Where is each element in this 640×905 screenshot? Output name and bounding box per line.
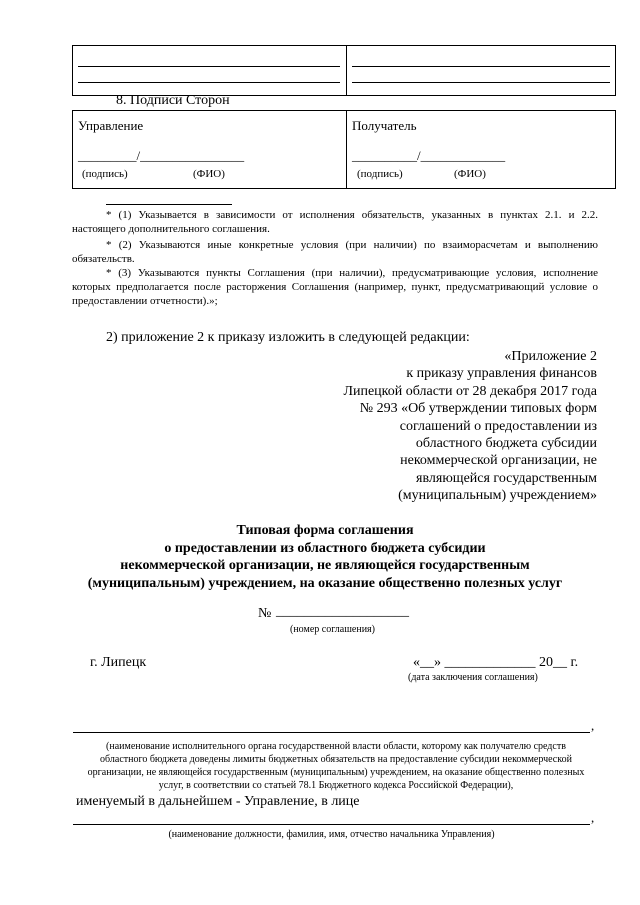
appendix-header-line: некоммерческой организации, не xyxy=(400,453,597,469)
blank-line xyxy=(78,66,340,67)
appendix-header-line: областного бюджета субсидии xyxy=(415,436,597,452)
fio-caption-right: (ФИО) xyxy=(454,168,486,180)
form-title-line: (муниципальным) учреждением, на оказание общественно полезных услуг xyxy=(87,575,563,591)
appendix-header xyxy=(300,348,597,505)
comma: , xyxy=(591,718,595,733)
appendix-header-line: «Приложение 2 xyxy=(504,349,597,364)
blank-line xyxy=(73,824,590,825)
blank-line xyxy=(352,82,610,83)
organ-caption: (наименование исполнительного органа государственной власти области, которому как получателю средств областного бюджета доведены лимиты бюджетных обязательств на предоставление субсидии некоммерческой организации, не являющейся государственным (муниципальным) учреждением, на оказание общественно полезных услуг, в соответствии со статьей 78.1 Бюджетного кодекса Российской Федерации), xyxy=(87,741,585,791)
appendix-intro: 2) приложение 2 к приказу изложить в следующей редакции: xyxy=(106,330,470,345)
appendix-header-line: (муниципальным) учреждением» xyxy=(398,488,597,504)
form-title-line: о предоставлении из областного бюджета субсидии xyxy=(164,540,486,556)
blank-line xyxy=(73,732,590,733)
appendix-header-line: являющейся государственным xyxy=(416,470,597,486)
appendix-header-line: Липецкой области от 28 декабря 2017 года xyxy=(343,383,597,399)
party-left-label: Управление xyxy=(78,118,144,133)
form-title xyxy=(60,522,590,592)
footnote-separator xyxy=(106,204,232,205)
section-8-title: 8. Подписи Сторон xyxy=(116,93,230,108)
form-title-line: Типовая форма соглашения xyxy=(236,523,414,538)
footnote-3: * (3) Указываются пункты Соглашения (при наличии), предусматривающие условия, исполнение которых предполагается после расторжения Соглашения (например, пункт, предусматривающий условие о предоставлении отчетности).»; xyxy=(72,267,598,307)
party-right-label: Получатель xyxy=(352,118,417,133)
appendix-header-line: к приказу управления финансов xyxy=(406,366,597,382)
footnote-2: * (2) Указываются иные конкретные условия (при наличии) по взаиморасчетам и выполнению обязательств. xyxy=(72,239,598,265)
footnote-1: * (1) Указывается в зависимости от исполнения обязательств, указанных в пунктах 2.1. и 2.2. настоящего дополнительного соглашения. xyxy=(72,209,598,235)
number-caption: (номер соглашения) xyxy=(290,624,375,635)
signature-line-left: _________/________________ xyxy=(78,148,245,163)
number-sign: № xyxy=(258,606,272,621)
sign-caption-right: (подпись) xyxy=(357,168,403,180)
sign-caption-left: (подпись) xyxy=(82,168,128,180)
blank-line xyxy=(78,82,340,83)
named-text: именуемый в дальнейшем - Управление, в лице xyxy=(76,794,360,809)
appendix-header-line: соглашений о предоставлении из xyxy=(399,418,597,434)
signature-line-right: __________/_____________ xyxy=(352,148,506,163)
date-line: «__» _____________ 20__ г. xyxy=(413,655,579,670)
city: г. Липецк xyxy=(90,655,147,670)
position-caption: (наименование должности, фамилия, имя, отчество начальника Управления) xyxy=(168,829,495,840)
blank-line xyxy=(352,66,610,67)
number-blank: ___________________ xyxy=(276,604,409,619)
fio-caption-left: (ФИО) xyxy=(193,168,225,180)
comma: , xyxy=(591,810,595,825)
form-title-line: некоммерческой организации, не являющейся государственным xyxy=(120,558,530,573)
date-caption: (дата заключения соглашения) xyxy=(408,672,538,683)
appendix-header-line: № 293 «Об утверждении типовых форм xyxy=(359,401,597,417)
